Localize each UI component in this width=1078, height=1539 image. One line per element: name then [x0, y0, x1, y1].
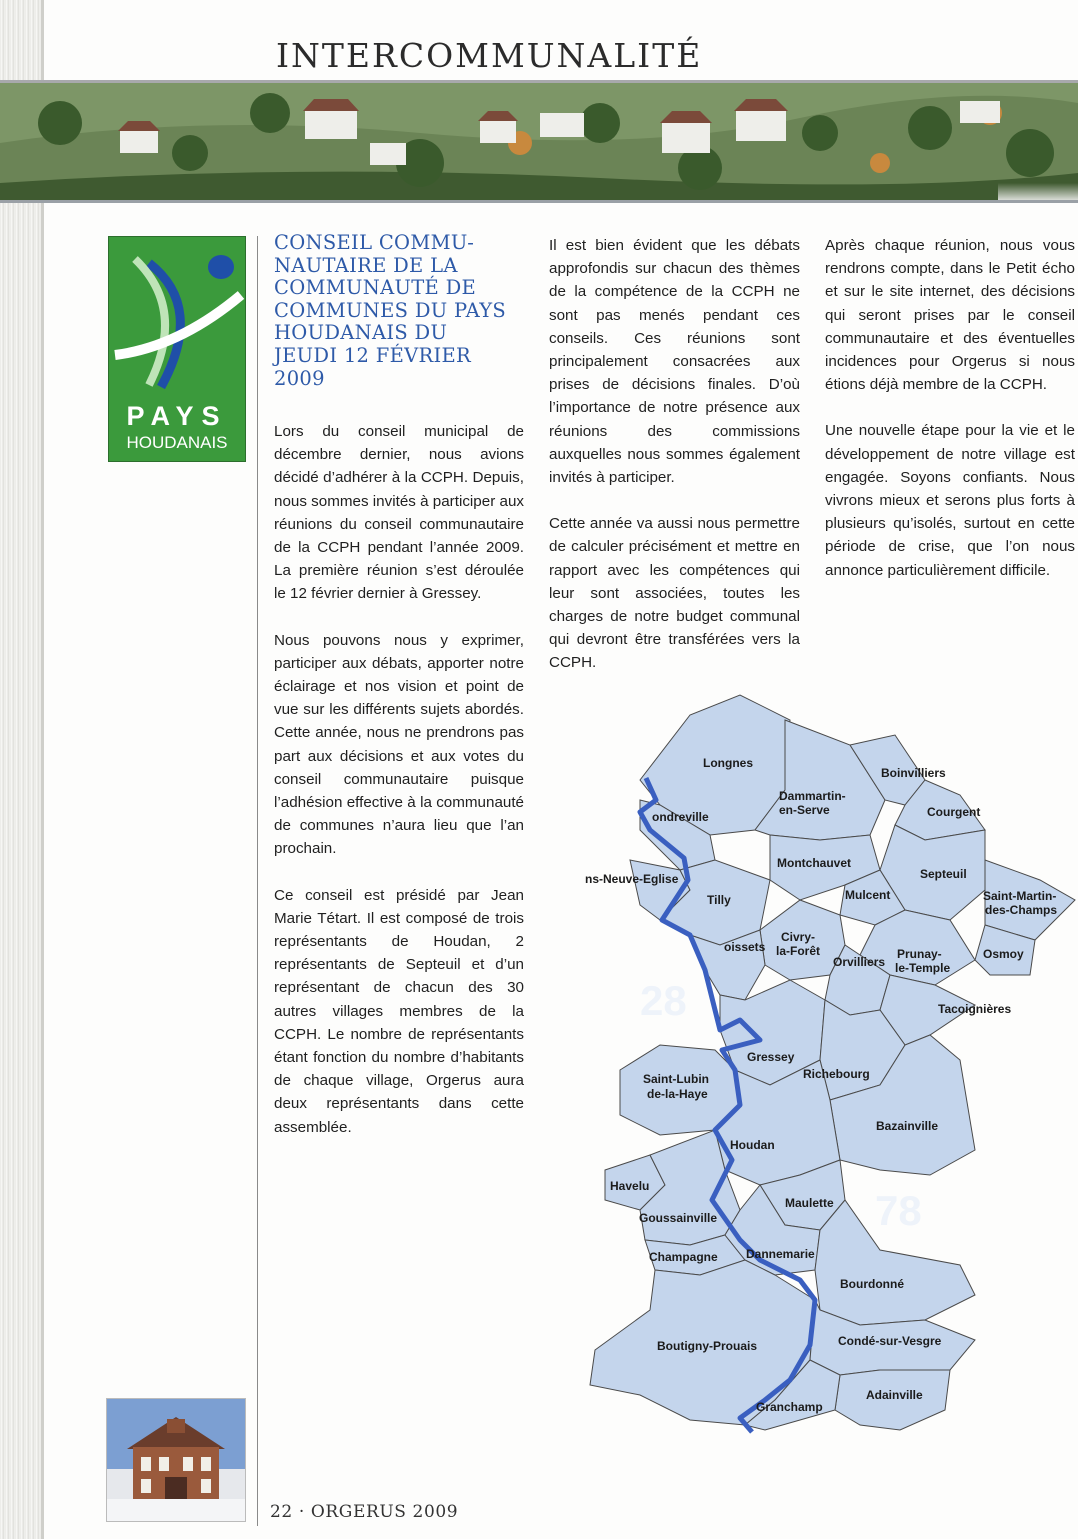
- commune-label: Boinvilliers: [881, 766, 946, 780]
- commune-label: Champagne: [649, 1250, 718, 1264]
- paragraph: Après chaque réunion, nous vous rendrons compte, dans le Petit écho et sur le site internet, des décisions qui seront prises par le conseil communautaire et des éventuelles incidences pour Orgerus si nous étions déjà membre de la CCPH.: [825, 237, 1075, 394]
- commune-label: Goussainville: [639, 1211, 718, 1225]
- paragraph: Cette année va aussi nous permettre de calculer précisément et mettre en rapport avec les compétences qui leur sont associées, toutes les charges de notre budget communal qui devront être transférées vers la CCPH.: [549, 515, 800, 672]
- paragraph: Lors du conseil municipal de décembre dernier, nous avions décidé d’adhérer à la CCPH. Depuis, nous sommes invités à participer aux réunions du conseil communautaire de la CCPH pendant l’année 2009. La première réunion s’est déroulée le 12 février dernier à Gressey.: [274, 423, 524, 603]
- commune-label: Boutigny-Prouais: [657, 1339, 758, 1353]
- commune-label: la-Forêt: [776, 944, 821, 958]
- commune-label: des-Champs: [985, 903, 1058, 917]
- commune-label: oissets: [724, 940, 766, 954]
- paragraph: Il est bien évident que les débats approfondis sur chacun des thèmes de la compétence de la CCPH ne sont pas menés pendant ces conseils. Ces réunions sont principalement consacrées aux prises de décisions finales. D’où l’importance de notre présence aux réunions des commissions auxquelles nous sommes également invités à participer.: [549, 237, 800, 487]
- heading-line: NAUTAIRE DE LA: [274, 253, 458, 277]
- commune-label: Havelu: [610, 1179, 650, 1193]
- commune-label: Richebourg: [803, 1067, 870, 1081]
- aerial-photo-illustration: [0, 83, 1078, 200]
- aerial-village-photo: [0, 80, 1078, 203]
- commune-shapes: [590, 695, 1075, 1430]
- page-binding-edge: [0, 0, 44, 1539]
- ccph-communes-map: [582, 690, 1078, 1450]
- article-column-3: [825, 234, 1075, 605]
- commune-label: Bourdonné: [840, 1277, 904, 1291]
- commune-label: Mulcent: [845, 888, 891, 902]
- heading-line: JEUDI 12 FÉVRIER: [274, 343, 471, 367]
- department-number-28: 28: [640, 977, 687, 1024]
- article-column-1: [274, 420, 524, 1162]
- swoosh-logo-icon: [109, 237, 245, 397]
- commune-label: Orvilliers: [833, 955, 886, 969]
- commune-label: Septeuil: [920, 867, 967, 881]
- heading-line: HOUDANAIS DU: [274, 321, 448, 345]
- commune-label: Saint-Lubin: [643, 1072, 709, 1086]
- section-title: INTERCOMMUNALITÉ: [276, 36, 703, 75]
- commune-label: Houdan: [730, 1138, 775, 1152]
- commune-label: en-Serve: [779, 803, 830, 817]
- town-hall-photo: [106, 1398, 246, 1522]
- article-heading: [274, 232, 522, 390]
- commune-label: Montchauvet: [777, 856, 852, 870]
- heading-line: CONSEIL COMMU-: [274, 231, 475, 254]
- commune-label: Tilly: [707, 893, 731, 907]
- town-hall-illustration: [107, 1399, 245, 1521]
- commune-label: Granchamp: [756, 1400, 823, 1414]
- column-divider: [257, 236, 258, 1526]
- commune-label: Tacoignières: [938, 1002, 1012, 1016]
- logo-word-houdanais: HOUDANAIS: [126, 433, 228, 452]
- commune-label: Maulette: [785, 1196, 834, 1210]
- commune-label: ondreville: [652, 810, 709, 824]
- commune-label: Courgent: [927, 805, 981, 819]
- logo-word-pays: PAYS: [126, 401, 228, 431]
- commune-label: Bazainville: [876, 1119, 939, 1133]
- commune-label: le-Temple: [895, 961, 951, 975]
- paragraph: Ce conseil est présidé par Jean Marie Tétart. Il est composé de trois représentants de Houdan, 2 représentants de Septeuil et d’un représentant de chacun des 30 autres villages membres de la CCPH. Le nombre de représentants étant fonction du nombre d’habitants de chaque village, Orgerus aura deux représentants dans cette assemblée.: [274, 886, 524, 1136]
- page-folio: 22 · ORGERUS 2009: [270, 1502, 459, 1522]
- commune-label: Osmoy: [983, 947, 1024, 961]
- commune-label: Condé-sur-Vesgre: [838, 1334, 942, 1348]
- commune-label: Saint-Martin-: [983, 889, 1057, 903]
- commune-label: de-la-Haye: [647, 1087, 708, 1101]
- commune-label: Prunay-: [897, 947, 942, 961]
- article-column-2: [549, 234, 800, 698]
- pays-houdanais-logo: [108, 236, 246, 462]
- heading-line: COMMUNES DU PAYS: [274, 298, 507, 322]
- commune-label: Gressey: [747, 1050, 795, 1064]
- commune-label: Dammartin-: [779, 789, 846, 803]
- commune-label: ns-Neuve-Eglise: [585, 872, 679, 886]
- commune-label: Civry-: [781, 930, 816, 944]
- paragraph: Une nouvelle étape pour la vie et le développement de notre village est engagée. Soyons confiants. Nous vivrons mieux et serons plus forts à plusieurs qu’isolés, surtout en cette période de crise, que l’on nous annonce particulièrement difficile.: [825, 422, 1075, 579]
- commune-label: Longnes: [703, 756, 753, 770]
- paragraph: Nous pouvons nous y exprimer, participer aux débats, apporter notre éclairage et nos vision et point de vue sur les différents sujets abordés. Cette année, nous ne prendrons pas part aux décisions et aux votes du conseil communautaire puisque l’adhésion effective à la communauté de communes n’aura lieu que l’an prochain.: [274, 631, 524, 858]
- commune-label: Adainville: [866, 1388, 923, 1402]
- heading-line: COMMUNAUTÉ DE: [274, 276, 477, 300]
- heading-line: 2009: [274, 366, 325, 390]
- commune-label: Dannemarie: [746, 1247, 815, 1261]
- department-number-78: 78: [875, 1187, 922, 1234]
